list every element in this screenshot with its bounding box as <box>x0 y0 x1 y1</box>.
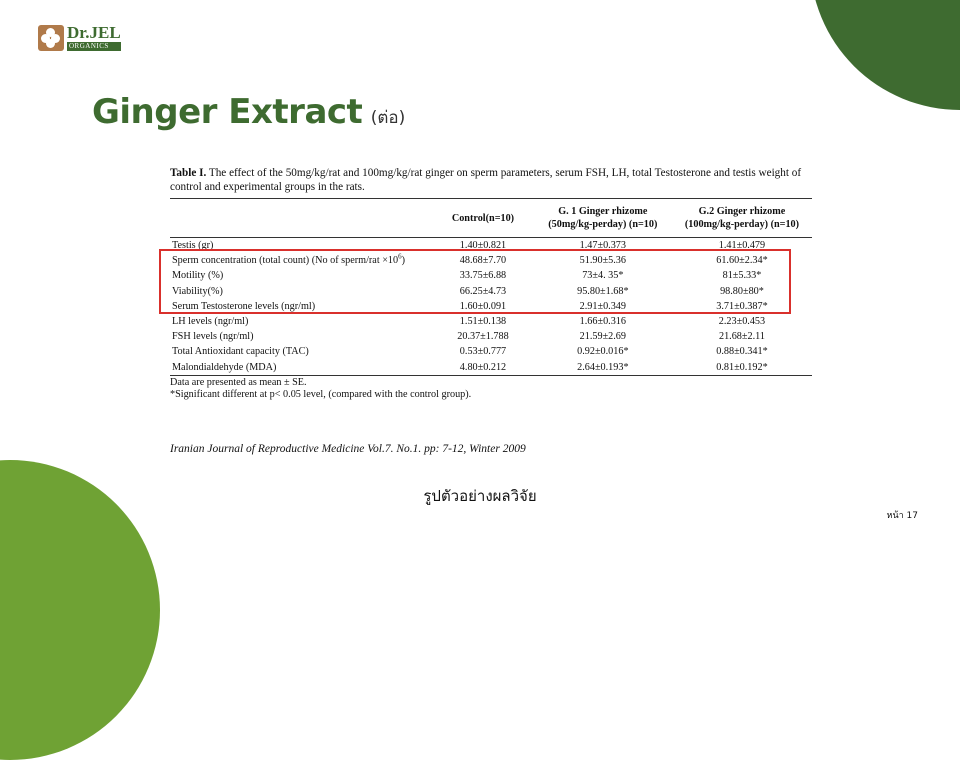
page-number: หน้า 17 <box>886 511 918 521</box>
cell-group2: 3.71±0.387* <box>716 300 768 312</box>
row-label: Malondialdehyde (MDA) <box>172 361 277 373</box>
cell-control: 66.25±4.73 <box>459 285 507 297</box>
table-row <box>170 314 812 329</box>
table-row <box>170 344 812 359</box>
brand-logo <box>38 24 121 51</box>
cell-group2: 98.80±80* <box>720 285 764 297</box>
header-group2-line2: (100mg/kg-perday) (n=10) <box>684 219 800 230</box>
cell-control: 1.51±0.138 <box>459 316 507 328</box>
journal-citation: Iranian Journal of Reproductive Medicine Vol.7. No.1. pp: 7-12, Winter 2009 <box>170 442 526 455</box>
cell-group2: 1.41±0.479 <box>718 240 766 251</box>
cell-group2: 81±5.33* <box>722 270 762 282</box>
cell-group1: 73±4. 35* <box>582 270 624 282</box>
page-title <box>92 92 405 132</box>
header-control: Control(n=10) <box>451 212 515 224</box>
cell-group1: 0.92±0.016* <box>577 346 629 358</box>
note-significance: *Significant different at p< 0.05 level, (compared with the control group). <box>170 388 472 400</box>
header-group1 <box>534 199 672 238</box>
table-header-row <box>170 199 812 238</box>
row-label: Sperm concentration (total count) (No of sperm/rat $\times 10^6$) <box>172 252 406 267</box>
table-row <box>170 329 812 344</box>
table-row <box>170 360 812 376</box>
cell-group1: 51.90±5.36 <box>579 255 626 267</box>
cell-control: 48.68±7.70 <box>459 255 507 267</box>
title-main: Ginger Extract <box>92 92 363 132</box>
cell-control: 33.75±6.88 <box>459 270 507 282</box>
table-caption-label: Table I. <box>170 167 207 179</box>
cell-group2: 2.23±0.453 <box>718 316 766 328</box>
logo-sub-text: ORGANICS <box>67 42 121 51</box>
title-suffix: (ต่อ) <box>370 108 406 128</box>
note-mean-se: Data are presented as mean ± SE. <box>170 376 307 388</box>
header-group2-line1: G.2 Ginger rhizome <box>698 206 786 217</box>
cell-control: 1.40±0.821 <box>459 240 507 251</box>
row-label: LH levels (ngr/ml) <box>172 316 249 328</box>
header-group1-line2: (50mg/kg-perday) (n=10) <box>548 219 658 230</box>
cell-group2: 21.68±2.11 <box>718 331 765 343</box>
cell-group2: 0.88±0.341* <box>716 346 768 358</box>
header-group1-line1: G. 1 Ginger rhizome <box>558 206 648 217</box>
row-label: FSH levels (ngr/ml) <box>172 331 254 343</box>
cell-group1: 21.59±2.69 <box>579 331 626 343</box>
flower-icon <box>38 25 64 51</box>
table-caption <box>170 166 812 194</box>
figure-caption: รูปตัวอย่างผลวิจัย <box>423 487 537 505</box>
row-label: Testis (gr) <box>172 240 214 251</box>
logo-brand-text: Dr.JEL <box>67 23 121 42</box>
row-label: Total Antioxidant capacity (TAC) <box>172 346 309 358</box>
header-group2 <box>672 199 812 238</box>
cell-group1: 2.91±0.349 <box>579 300 626 312</box>
table-caption-text: The effect of the 50mg/kg/rat and 100mg/kg/rat ginger on sperm parameters, serum FSH, LH, total Testosterone and testis weight of control and experimental groups in the rats. <box>170 167 802 193</box>
cell-group1: 2.64±0.193* <box>577 361 629 373</box>
table-notes <box>170 377 812 401</box>
decorative-circle-top-right <box>810 0 960 110</box>
cell-group2: 61.60±2.34* <box>716 255 768 267</box>
cell-group2: 0.81±0.192* <box>716 361 768 373</box>
header-parameter <box>170 199 432 238</box>
cell-control: 20.37±1.788 <box>457 331 509 343</box>
cell-group1: 1.47±0.373 <box>579 240 626 251</box>
cell-group1: 95.80±1.68* <box>577 285 629 297</box>
cell-group1: 1.66±0.316 <box>579 316 626 328</box>
cell-control: 0.53±0.777 <box>459 346 507 358</box>
highlight-box <box>159 249 791 314</box>
cell-control: 4.80±0.212 <box>459 361 507 373</box>
row-label: Motility (%) <box>172 270 224 282</box>
cell-control: 1.60±0.091 <box>459 300 507 312</box>
row-label: Serum Testosterone levels (ngr/ml) <box>172 300 316 312</box>
row-label: Viability(%) <box>172 285 223 297</box>
